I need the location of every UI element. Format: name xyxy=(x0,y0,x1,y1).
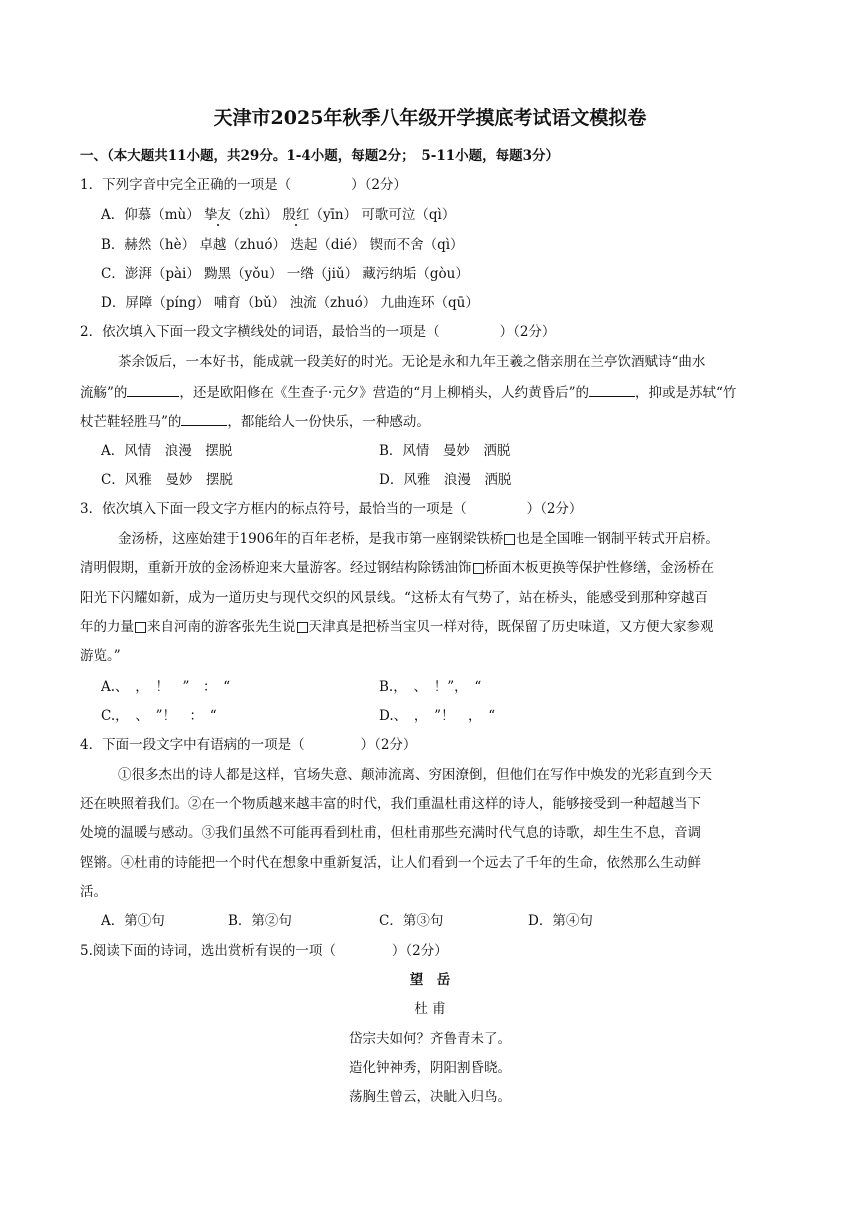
poem-line-1: 岱宗夫如何？齐鲁青未了。 xyxy=(349,1031,511,1047)
question-3-passage-line-4: 年的力量 来自河南的游客张先生说 天津真是把桥当宝贝一样对待，既保留了历史味道，又方便大家参观 xyxy=(80,619,714,635)
poem-title: 望 岳 xyxy=(409,972,451,988)
question-2-stem: 2．依次填入下面一段文字横线处的词语，最恰当的一项是（ ）（2分） xyxy=(80,324,556,340)
question-2-option-b: B．风情 曼妙 洒脱 xyxy=(379,443,511,459)
question-5-stem: 5.阅读下面的诗词，选出赏析有误的一项（ ）（2分） xyxy=(80,943,448,959)
exam-title: 天津市2025年秋季八年级开学摸底考试语文模拟卷 xyxy=(213,107,647,129)
question-4-passage-line-4: 铿锵。④杜甫的诗能把一个时代在想象中重新复活，让人们看到一个远去了千年的生命，依然那么生动鲜 xyxy=(80,855,701,871)
question-4-passage-line-2: 还在映照着我们。②在一个物质越来越丰富的时代，我们重温杜甫这样的诗人，能够接受到一种超越当下 xyxy=(80,796,701,812)
question-3-passage-line-1: 金汤桥，这座始建于1906年的百年老桥，是我市第一座钢梁铁桥 也是全国唯一钢制平转式开启桥。 xyxy=(118,531,719,547)
answer-blank xyxy=(589,382,635,397)
question-3-option-c: C.， 、 ”！ ： “ xyxy=(101,708,217,724)
question-4-option-a: A．第①句 xyxy=(101,913,165,929)
question-4-option-b: B．第②句 xyxy=(228,913,292,929)
question-2-option-d: D．风雅 浪漫 洒脱 xyxy=(379,472,512,488)
question-2-passage-line-1: 茶余饭后，一本好书，能成就一段美好的时光。无论是永和九年王羲之偕亲朋在兰亭饮酒赋诗“曲水 xyxy=(118,354,706,370)
answer-blank xyxy=(127,382,179,397)
punctuation-box xyxy=(135,622,146,633)
question-4-stem: 4．下面一段文字中有语病的一项是（ ）（2分） xyxy=(80,737,417,753)
poem-author: 杜 甫 xyxy=(414,1001,446,1017)
punctuation-box xyxy=(473,563,484,574)
question-4-passage-line-5: 活。 xyxy=(80,884,107,900)
question-4-passage-line-1: ①很多杰出的诗人都是这样，官场失意、颠沛流离、穷困潦倒，但他们在写作中焕发的光彩直到今天 xyxy=(118,767,712,783)
question-1-option-d: D．屏障（píng） 哺育（bǔ） 浊流（zhuó） 九曲连环（qū） xyxy=(101,295,479,311)
question-1-option-b: B．赫然（hè） 卓越（zhuó） 迭起（dié） 锲而不舍（qì） xyxy=(101,237,464,253)
question-3-option-a: A.、 ， ！ ” ： “ xyxy=(101,679,231,695)
question-3-passage-line-3: 阳光下闪耀如新，成为一道历史与现代交织的风景线。“这桥太有气势了，站在桥头，能感受到那种穿越百 xyxy=(80,590,708,606)
punctuation-box xyxy=(504,534,515,545)
question-4-passage-line-3: 处境的温暖与感动。③我们虽然不可能再看到杜甫，但杜甫那些充满时代气息的诗歌，却生生不息，音调 xyxy=(80,825,701,841)
question-2-option-a: A．风情 浪漫 摆脱 xyxy=(101,443,233,459)
question-1-option-c: C．澎湃（pài） 黝黑（yǒu） 一绺（jiǔ） 藏污纳垢（gòu） xyxy=(101,266,469,282)
section-header: 一、（本大题共11小题，共29分。1-4小题，每题2分； 5-11小题，每题3分） xyxy=(80,148,560,164)
question-3-stem: 3．依次填入下面一段文字方框内的标点符号，最恰当的一项是（ ）（2分） xyxy=(80,501,583,517)
answer-blank xyxy=(181,411,227,426)
question-1-stem: 1．下列字音中完全正确的一项是（ ）（2分） xyxy=(80,177,407,193)
question-3-option-b: B.， 、 ！”， “ xyxy=(379,679,482,695)
question-4-option-c: C．第③句 xyxy=(379,913,444,929)
question-2-passage-line-3: 杖芒鞋轻胜马”的 ，都能给人一份快乐，一种感动。 xyxy=(80,411,430,432)
question-3-passage-line-2: 清明假期，重新开放的金汤桥迎来大量游客。经过钢结构除锈油饰 桥面木板更换等保护性修缮，金汤桥在 xyxy=(80,560,714,576)
poem-line-2: 造化钟神秀，阴阳割昏晓。 xyxy=(349,1060,511,1076)
question-1-option-a: A．仰慕（mù） 挚友（zhì） 殷红（yīn） 可歌可泣（qì） xyxy=(101,207,456,223)
question-2-passage-line-2: 流觞”的 ，还是欧阳修在《生查子·元夕》营造的“月上柳梢头，人约黄昏后”的 ，抑或是苏轼“竹 xyxy=(80,382,736,403)
question-3-option-d: D.、 ， ”！ ， “ xyxy=(379,708,496,724)
question-3-passage-line-5: 游览。” xyxy=(80,648,121,664)
question-4-option-d: D．第④句 xyxy=(528,913,593,929)
poem-line-3: 荡胸生曾云，决眦入归鸟。 xyxy=(349,1089,511,1105)
question-2-option-c: C．风雅 曼妙 摆脱 xyxy=(101,472,233,488)
punctuation-box xyxy=(297,622,308,633)
